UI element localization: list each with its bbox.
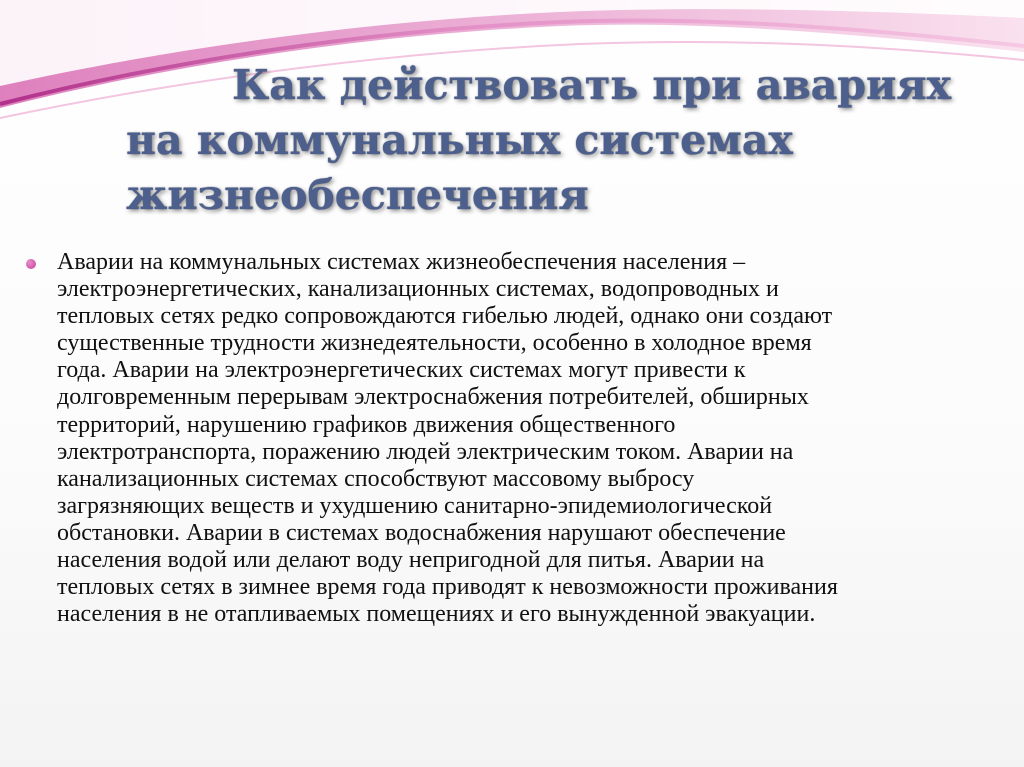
slide-title — [0, 58, 1024, 223]
body-paragraph: Аварии на коммунальных системах жизнеобеспечения населения – электроэнергетических, канализационных системах, водопроводных и тепловых сетях редко сопровождаются гибелью людей, однако они создают существенные трудности жизнедеятельности, особенно в холодное время года. Аварии на электроэнергетических системах могут привести к долговременным перерывам электроснабжения потребителей, обширных территорий, нарушению графиков движения общественного электротранспорта, поражению людей электрическим током. Аварии на канализационных системах способствуют массовому выбросу загрязняющих веществ и ухудшению санитарно-эпидемиологической обстановки. Аварии в системах водоснабжения нарушают обеспечение населения водой или делают воду непригодной для питья. Аварии на тепловых сетях в зимнее время года приводят к невозможности проживания населения в не отапливаемых помещениях и его вынужденной эвакуации. — [57, 249, 838, 628]
bullet-dot — [26, 259, 36, 269]
title-line-1: Как действовать при авариях — [232, 61, 952, 109]
title-line-3: жизнеобеспечения — [126, 171, 589, 219]
title-line-2: на коммунальных системах — [126, 116, 793, 164]
